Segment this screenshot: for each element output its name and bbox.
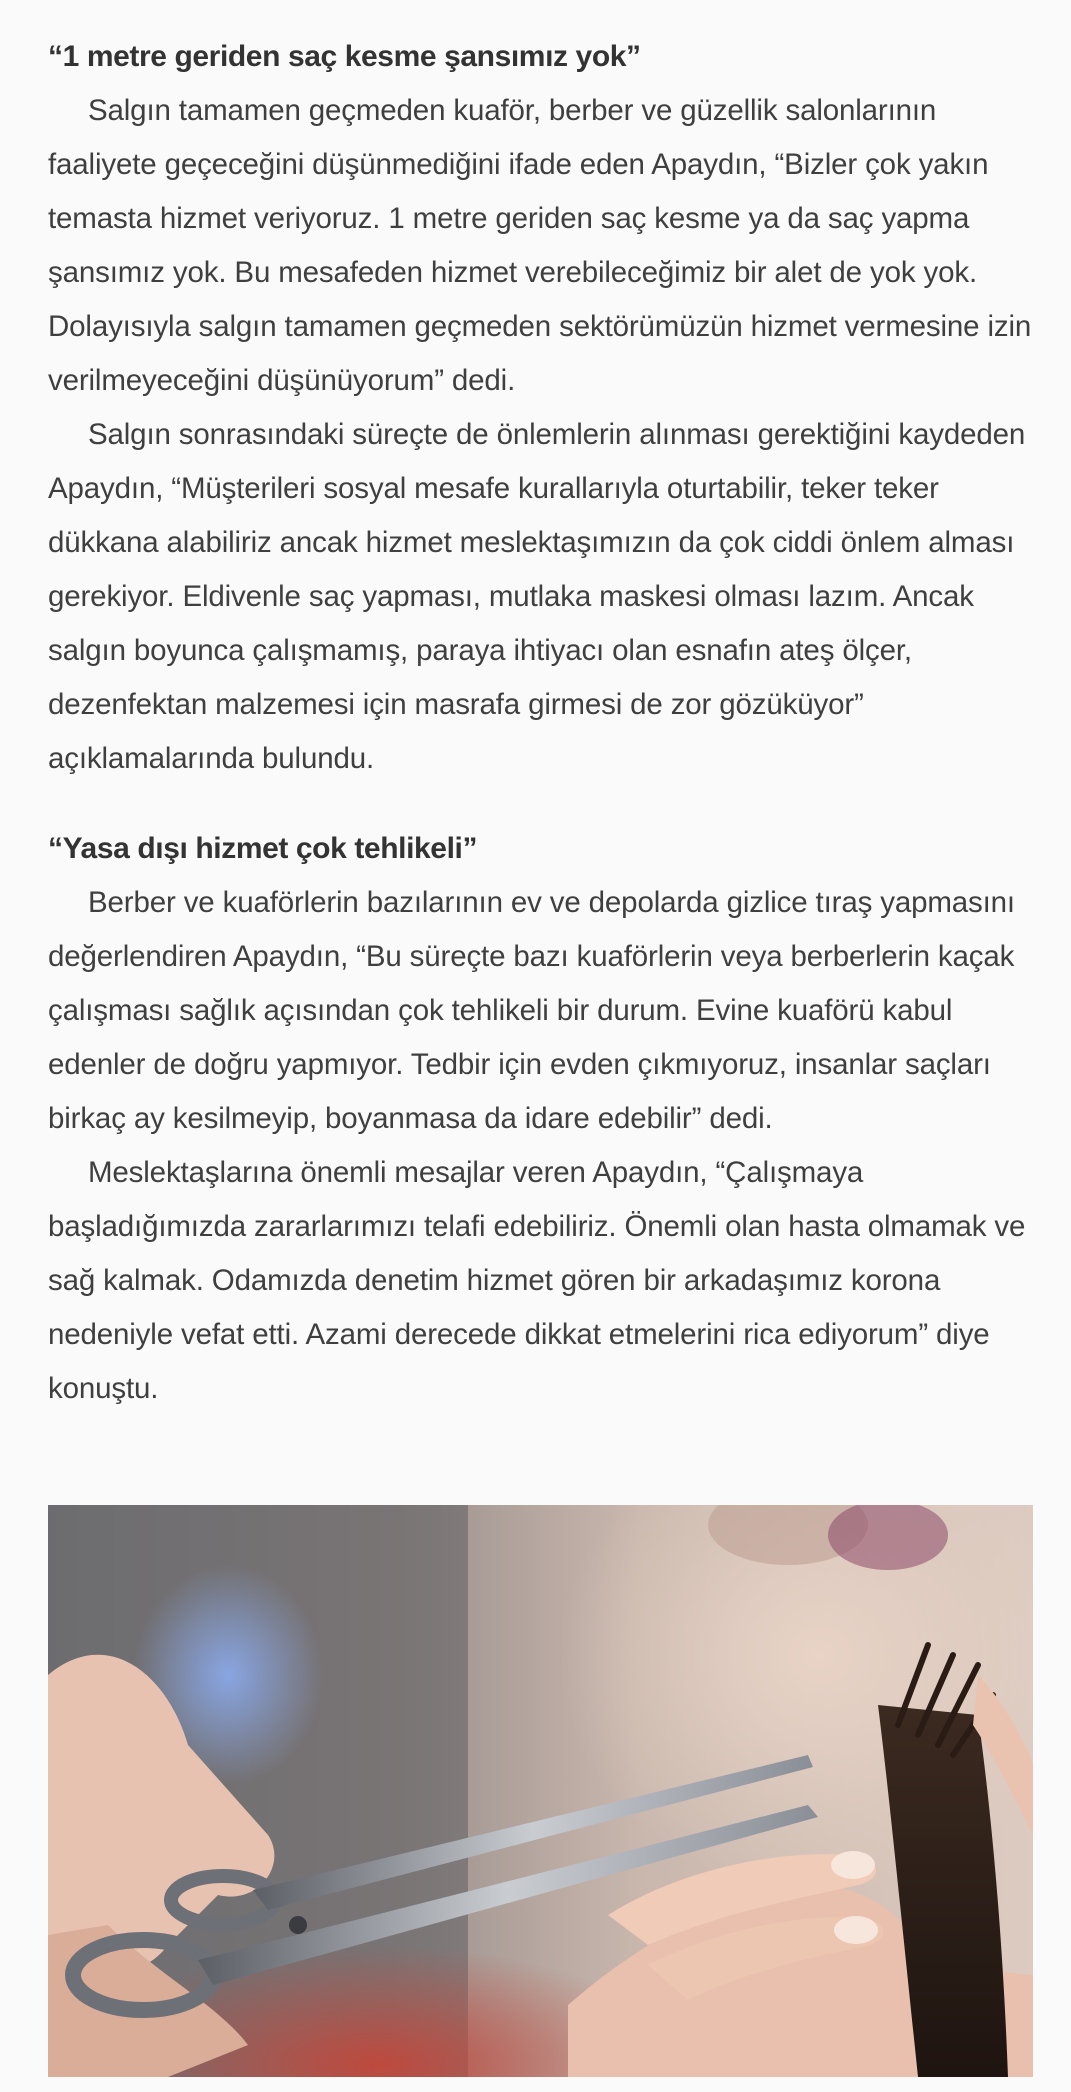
article-body [48,30,1033,1416]
paragraph-1: Salgın tamamen geçmeden kuaför, berber ve güzellik salonlarının faaliyete geçeceğini düşünmediğini ifade eden Apaydın, “Bizler çok yakın temasta hizmet veriyoruz. 1 metre geriden saç kesme ya da saç yapma şansımız yok. Bu mesafeden hizmet verebileceğimiz bir alet de yok yok. Dolayısıyla salgın tamamen geçmeden sektörümüzün hizmet vermesine izin verilmeyeceğini düşünüyorum” dedi. [48,94,1032,397]
section-spacer [48,786,1033,822]
section-heading-2: “Yasa dışı hizmet çok tehlikeli” [48,832,478,865]
paragraph-2: Salgın sonrasındaki süreçte de önlemlerin alınması gerektiğini kaydeden Apaydın, “Müşterileri sosyal mesafe kurallarıyla oturtabilir, teker teker dükkana alabiliriz ancak hizmet meslektaşımızın da çok ciddi önlem alması gerekiyor. Eldivenle saç yapması, mutlaka maskesi olması lazım. Ancak salgın boyunca çalışmamış, paraya ihtiyacı olan esnafın ateş ölçer, dezenfektan malzemesi için masrafa girmesi de zor gözüküyor” açıklamalarında bulundu. [48,418,1026,775]
paragraph-4: Meslektaşlarına önemli mesajlar veren Apaydın, “Çalışmaya başladığımızda zararlarımızı telafi edebiliriz. Önemli olan hasta olmamak ve sağ kalmak. Odamızda denetim hizmet gören bir arkadaşımız korona nedeniyle vefat etti. Azami derecede dikkat etmelerini rica ediyorum” diye konuştu. [48,1156,1026,1405]
scissors-haircut-image [48,1505,1033,2077]
section-heading-1: “1 metre geriden saç kesme şansımız yok” [48,40,641,73]
article-photo [48,1505,1033,2077]
paragraph-3: Berber ve kuaförlerin bazılarının ev ve depolarda gizlice tıraş yapmasını değerlendiren Apaydın, “Bu süreçte bazı kuaförlerin veya berberlerin kaçak çalışması sağlık açısından çok tehlikeli bir durum. Evine kuaförü kabul edenler de doğru yapmıyor. Tedbir için evden çıkmıyoruz, insanlar saçları birkaç ay kesilmeyip, boyanmasa da idare edebilir” dedi. [48,886,1015,1135]
